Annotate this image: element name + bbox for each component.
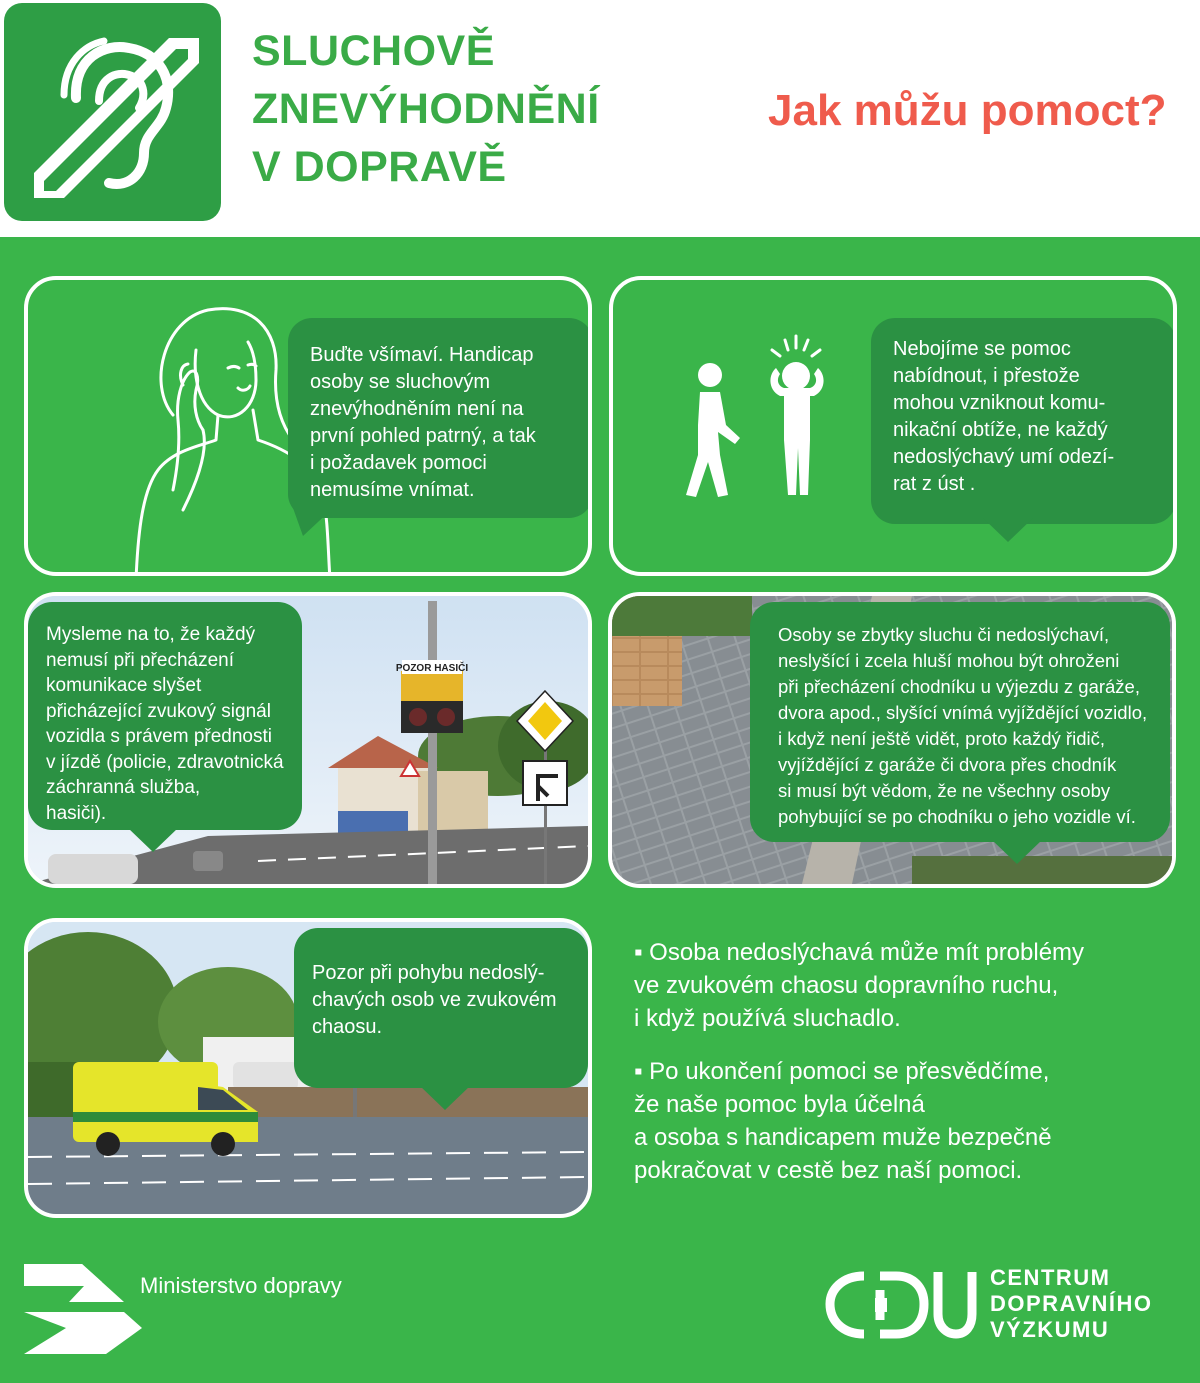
bubble-line: chaosu. [312,1016,383,1038]
panel-driveway [608,592,1176,888]
bubble-line: vozidla s právem přednosti [46,726,272,747]
bubble-line: v jízdě (policie, zdravotnická [46,751,284,773]
bubble-tail [128,828,178,858]
ministry-label: Ministerstvo dopravy [140,1273,342,1298]
page-subtitle: Jak můžu pomoct? [768,86,1167,135]
page-title [252,22,600,196]
bubble-line: komunikace slyšet [46,675,202,696]
cdv-line: VÝZKUMU [990,1317,1110,1342]
header [0,0,1200,237]
title-line-2: ZNEVÝHODNĚNÍ [252,85,600,133]
bubble-line: Nebojíme se pomoc [893,338,1071,360]
bubble-tail [992,840,1042,870]
people-communication-icon [668,330,868,530]
cdv-line: DOPRAVNÍHO [990,1291,1153,1316]
bubble-line: chavých osob ve zvukovém [312,989,557,1011]
panel-siren [24,592,592,888]
ministry-logo-icon [24,1264,144,1354]
cdv-line: CENTRUM [990,1265,1111,1290]
bubble-line: neslyšící i zcela hluší mohou být ohroženi [778,650,1120,671]
bubble-line: i požadavek pomoci [310,452,487,474]
tip-line: ▪ Po ukončení pomoci se přesvědčíme, [634,1058,1050,1085]
bubble-line: záchranná služba, [46,777,201,798]
bubble-line: přicházející zvukový signál [46,700,271,722]
bubble-line: rat z úst . [893,473,976,495]
bubble-line: mohou vzniknout komu- [893,392,1106,414]
speech-bubble-driveway [750,602,1170,842]
cdv-label [990,1265,1153,1343]
bubble-line: nemusí při přecházení [46,649,234,671]
tip-line: a osoba s handicapem muže bezpečně [634,1124,1052,1151]
bubble-tail [420,1086,470,1116]
tip-line: pokračovat v cestě bez naší pomoci. [634,1157,1023,1184]
bubble-line: nabídnout, i přestože [893,365,1080,387]
speech-bubble-chaos [294,928,588,1088]
panel-attentive [24,276,592,576]
bubble-line: i když není ještě vidět, proto každý řidič, [778,728,1105,749]
title-line-3: V DOPRAVĚ [252,143,507,191]
bubble-line: vyjíždějící z garáže či dvora přes chodník [778,754,1117,775]
bubble-line: Osoby se zbytky sluchu či nedoslýchaví, [778,624,1110,645]
bubble-tail [293,508,333,538]
hearing-impaired-icon [4,3,221,221]
bubble-line: nikační obtíže, ne každý [893,419,1108,441]
cdv-logo-icon [822,1264,982,1344]
bubble-line: si musí být vědom, že ne všechny osoby [778,780,1111,801]
bubble-line: hasiči). [46,802,107,824]
bubble-line: při přecházení chodníku u výjezdu z garáže, [778,676,1140,697]
bubble-line: pohybující se po chodníku o jeho vozidle ví. [778,806,1136,827]
title-line-1: SLUCHOVĚ [252,27,495,75]
speech-bubble-siren [28,602,302,830]
tip-line: ▪ Osoba nedoslýchavá může mít problémy [634,939,1085,966]
bubble-line: Mysleme na to, že každý [46,624,256,645]
speech-bubble-attentive [288,318,592,518]
tip-item [634,936,1174,1035]
tips-list [634,936,1174,1207]
tip-line: i když používá sluchadlo. [634,1005,901,1032]
bubble-tail [983,518,1033,548]
bubble-line: dvora apod., slyšící vnímá vyjíždějící vozidlo, [778,702,1148,723]
tip-line: ve zvukovém chaosu dopravního ruchu, [634,972,1059,999]
bubble-line: Buďte všímaví. Handicap [310,344,534,366]
bubble-line: znevýhodněním není na [310,398,524,420]
bubble-line: Pozor při pohybu nedoslý- [312,962,545,984]
tip-item [634,1055,1174,1187]
sign-text: POZOR HASIČI [395,663,469,674]
tip-line: že naše pomoc byla účelná [634,1091,925,1118]
panel-chaos [24,918,592,1218]
bubble-line: nedoslýchavý umí odezí- [893,446,1115,468]
bubble-line: první pohled patrný, a tak [310,425,536,447]
bubble-line: osoby se sluchovým [310,371,491,393]
bubble-line: nemusíme vnímat. [310,479,475,501]
panel-offer-help [609,276,1177,576]
speech-bubble-offer-help [871,318,1176,524]
